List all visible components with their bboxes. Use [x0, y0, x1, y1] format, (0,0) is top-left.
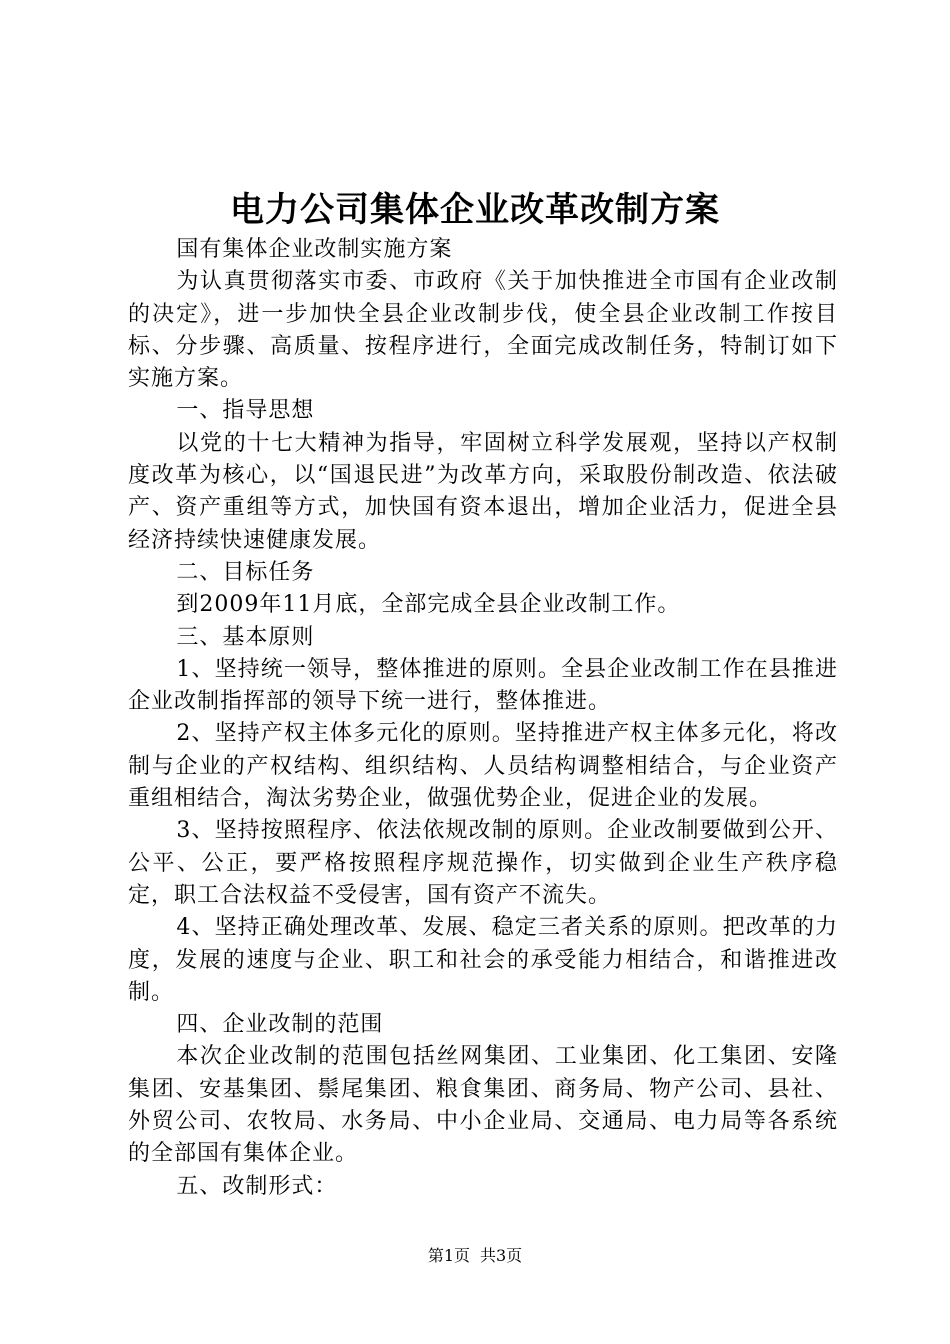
paragraph-principle-2: 2、坚持产权主体多元化的原则。坚持推进产权主体多元化，将改制与企业的产权结构、组织结构、人员结构调整相结合，与企业资产重组相结合，淘汰劣势企业，做强优势企业，促进企业的发展。 [128, 721, 838, 812]
paragraph-principle-3: 3、坚持按照程序、依法依规改制的原则。企业改制要做到公开、公平、公正，要严格按照程序规范操作，切实做到企业生产秩序稳定，职工合法权益不受侵害，国有资产不流失。 [128, 818, 838, 908]
paragraph-subtitle: 国有集体企业改制实施方案 [176, 237, 453, 262]
section-heading-guiding-ideology: 一、指导思想 [176, 398, 315, 424]
page-total: 共3页 [480, 1246, 523, 1265]
document-body [128, 234, 838, 1203]
paragraph-guiding-ideology: 以党的十七大精神为指导，牢固树立科学发展观，坚持以产权制度改革为核心，以“国退民进”为改革方向，采取股份制改造、依法破产、资产重组等方式，加快国有资本退出，增加企业活力，促进全县经济持续快速健康发展。 [128, 430, 838, 553]
document-title: 电力公司集体企业改革改制方案 [230, 190, 720, 230]
paragraph-goals: 到2009年11月底，全部完成全县企业改制工作。 [176, 592, 681, 618]
paragraph-scope: 本次企业改制的范围包括丝网集团、工业集团、化工集团、安隆集团、安基集团、鬃尾集团、粮食集团、商务局、物产公司、县社、外贸公司、农牧局、水务局、中小企业局、交通局、电力局等各系统的全部国有集体企业。 [128, 1044, 838, 1167]
paragraph-principle-4: 4、坚持正确处理改革、发展、稳定三者关系的原则。把改革的力度，发展的速度与企业、职工和社会的承受能力相结合，和谐推进改制。 [128, 915, 838, 1005]
page-number: 第1页 [427, 1246, 470, 1265]
section-heading-principles: 三、基本原则 [176, 624, 315, 650]
paragraph-principle-1: 1、坚持统一领导，整体推进的原则。全县企业改制工作在县推进企业改制指挥部的领导下统一进行，整体推进。 [128, 656, 838, 715]
section-heading-forms: 五、改制形式： [176, 1173, 338, 1199]
section-heading-goals: 二、目标任务 [176, 559, 315, 585]
paragraph-intro: 为认真贯彻落实市委、市政府《关于加快推进全市国有企业改制的决定》，进一步加快全县企业改制步伐，使全县企业改制工作按目标、分步骤、高质量、按程序进行，全面完成改制任务，特制订如下实施方案。 [128, 269, 838, 392]
section-heading-scope: 四、企业改制的范围 [176, 1012, 384, 1038]
page-footer [0, 1244, 950, 1268]
